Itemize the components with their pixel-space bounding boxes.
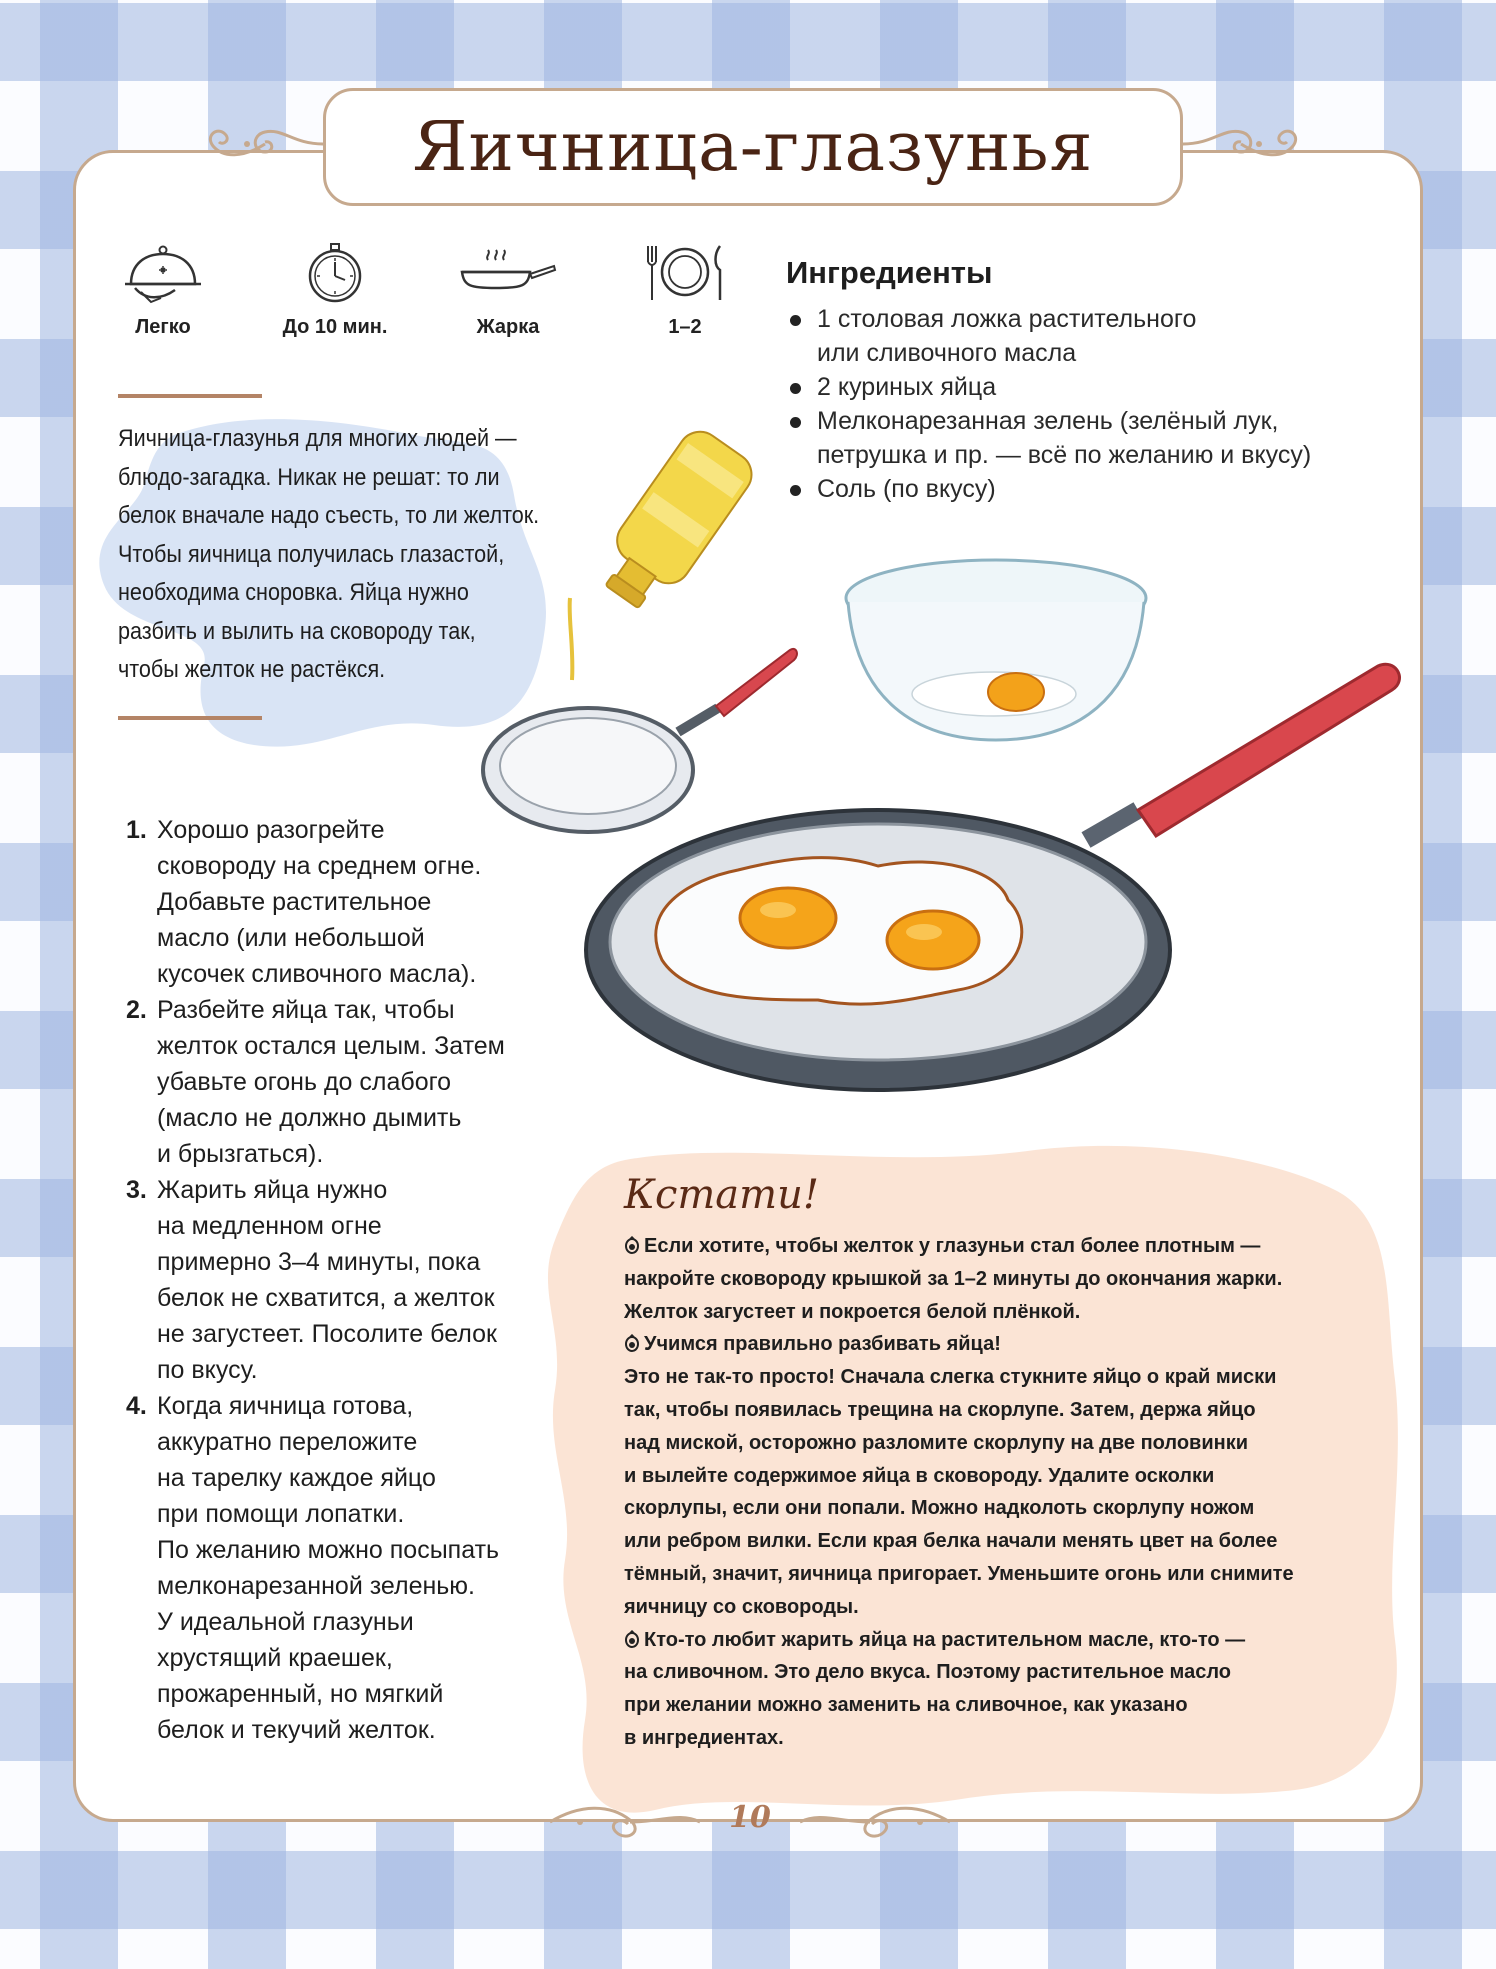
kstati-line: в ингредиентах. bbox=[624, 1726, 784, 1749]
ingredients-list bbox=[787, 302, 1427, 506]
page-number: 10 bbox=[729, 1800, 771, 1835]
left-title-swirl bbox=[203, 118, 328, 170]
frying-pan-icon bbox=[458, 240, 558, 304]
kstati-bullet-line: Учимся правильно разбивать яйца! bbox=[624, 1328, 1384, 1361]
ingredient-item: Мелконарезанная зелень (зелёный лук, петрушка и пр. — всё по желанию и вкусу) bbox=[787, 404, 1427, 472]
kstati-line: при желании можно заменить на сливочное, как указано bbox=[624, 1694, 1188, 1717]
egg-bullet-icon bbox=[624, 1236, 640, 1254]
cloche-icon bbox=[121, 240, 205, 304]
kstati-body bbox=[624, 1230, 1384, 1755]
plate-cutlery-icon bbox=[640, 240, 730, 304]
kstati-bullet-line: Кто-то любит жарить яйца на растительном масле, кто-то — bbox=[624, 1624, 1384, 1657]
kstati-line: яичницу со сковороды. bbox=[624, 1595, 859, 1618]
egg-bullet-icon bbox=[624, 1334, 640, 1352]
step-number: 4. bbox=[126, 1392, 147, 1420]
egg-bullet-icon bbox=[624, 1630, 640, 1648]
feature-label-time: До 10 мин. bbox=[282, 316, 388, 338]
frying-pan-with-eggs-illustration bbox=[578, 660, 1408, 1100]
intro-top-rule bbox=[118, 394, 262, 398]
step-item: 3. Жарить яйца нужно на медленном огне примерно 3–4 минуты, пока белок не схватится, а желток не загустеет. Посолите белок по вкусу. bbox=[126, 1172, 576, 1388]
kstati-line: и вылейте содержимое яйца в сковороду. Удалите осколки bbox=[624, 1464, 1215, 1487]
page-title: Яичница-глазунья bbox=[412, 107, 1094, 187]
step-item: 2. Разбейте яйца так, чтобы желток остался целым. Затем убавьте огонь до слабого (масло не должно дымить и брызгаться). bbox=[126, 992, 576, 1172]
kstati-line: или ребром вилки. Если края белка начали менять цвет на более bbox=[624, 1530, 1278, 1553]
feature-time bbox=[260, 240, 410, 339]
kstati-line: над миской, осторожно разломите скорлупу на две половинки bbox=[624, 1431, 1249, 1454]
ingredients-title: Ингредиенты bbox=[786, 255, 993, 290]
intro-text: Яичница-глазунья для многих людей — блюдо-загадка. Никак не решат: то ли белок вначале надо съесть, то ли желток. Чтобы яичница получилась глазастой, необходима сноровка. Яйца нужно разбить и вылить на сковороду так, чтобы желток не растёкся. bbox=[118, 425, 540, 683]
feature-label-method: Жарка bbox=[476, 316, 540, 338]
stopwatch-icon bbox=[293, 240, 377, 304]
step-number: 2. bbox=[126, 996, 147, 1024]
steps-list bbox=[126, 812, 576, 1748]
intro-bottom-rule bbox=[118, 716, 262, 720]
ingredient-item: 2 куриных яйца bbox=[787, 370, 1427, 404]
feature-method bbox=[433, 240, 583, 339]
feature-label-difficulty: Легко bbox=[135, 316, 191, 338]
step-number: 1. bbox=[126, 816, 147, 844]
kstati-line: скорлупы, если они попали. Можно надколоть скорлупу ножом bbox=[624, 1497, 1255, 1520]
feature-servings bbox=[610, 240, 760, 339]
kstati-line: накройте сковороду крышкой за 1–2 минуты до окончания жарки. bbox=[624, 1267, 1283, 1290]
title-plaque bbox=[323, 88, 1183, 206]
feature-difficulty bbox=[88, 240, 238, 339]
kstati-line: тёмный, значит, яичница пригорает. Уменьшите огонь или снимите bbox=[624, 1562, 1294, 1585]
ingredient-item: Соль (по вкусу) bbox=[787, 472, 1427, 506]
kstati-line: Желток загустеет и покроется белой плёнкой. bbox=[624, 1300, 1081, 1323]
feature-label-servings: 1–2 bbox=[668, 316, 702, 338]
kstati-line: так, чтобы появилась трещина на скорлупе. Затем, держа яйцо bbox=[624, 1398, 1256, 1421]
kstati-line: Это не так-то просто! Сначала слегка стукните яйцо о край миски bbox=[624, 1366, 1277, 1389]
right-title-swirl bbox=[1178, 118, 1303, 170]
kstati-title: Кстати! bbox=[624, 1172, 819, 1218]
kstati-line: на сливочном. Это дело вкуса. Поэтому растительное масло bbox=[624, 1661, 1231, 1684]
step-item: 4. Когда яичница готова, аккуратно переложите на тарелку каждое яйцо при помощи лопатки. По желанию можно посыпать мелконарезанной зеленью. У идеальной глазуньи хрустящий краешек, прожаренный, но мягкий белок и текучий желток. bbox=[126, 1388, 576, 1748]
step-item: 1. Хорошо разогрейте сковороду на среднем огне. Добавьте растительное масло (или небольшой кусочек сливочного масла). bbox=[126, 812, 576, 992]
ingredient-item: 1 столовая ложка растительного или сливочного масла bbox=[787, 302, 1427, 370]
step-number: 3. bbox=[126, 1176, 147, 1204]
kstati-bullet-line: Если хотите, чтобы желток у глазуньи стал более плотным — bbox=[624, 1230, 1384, 1263]
